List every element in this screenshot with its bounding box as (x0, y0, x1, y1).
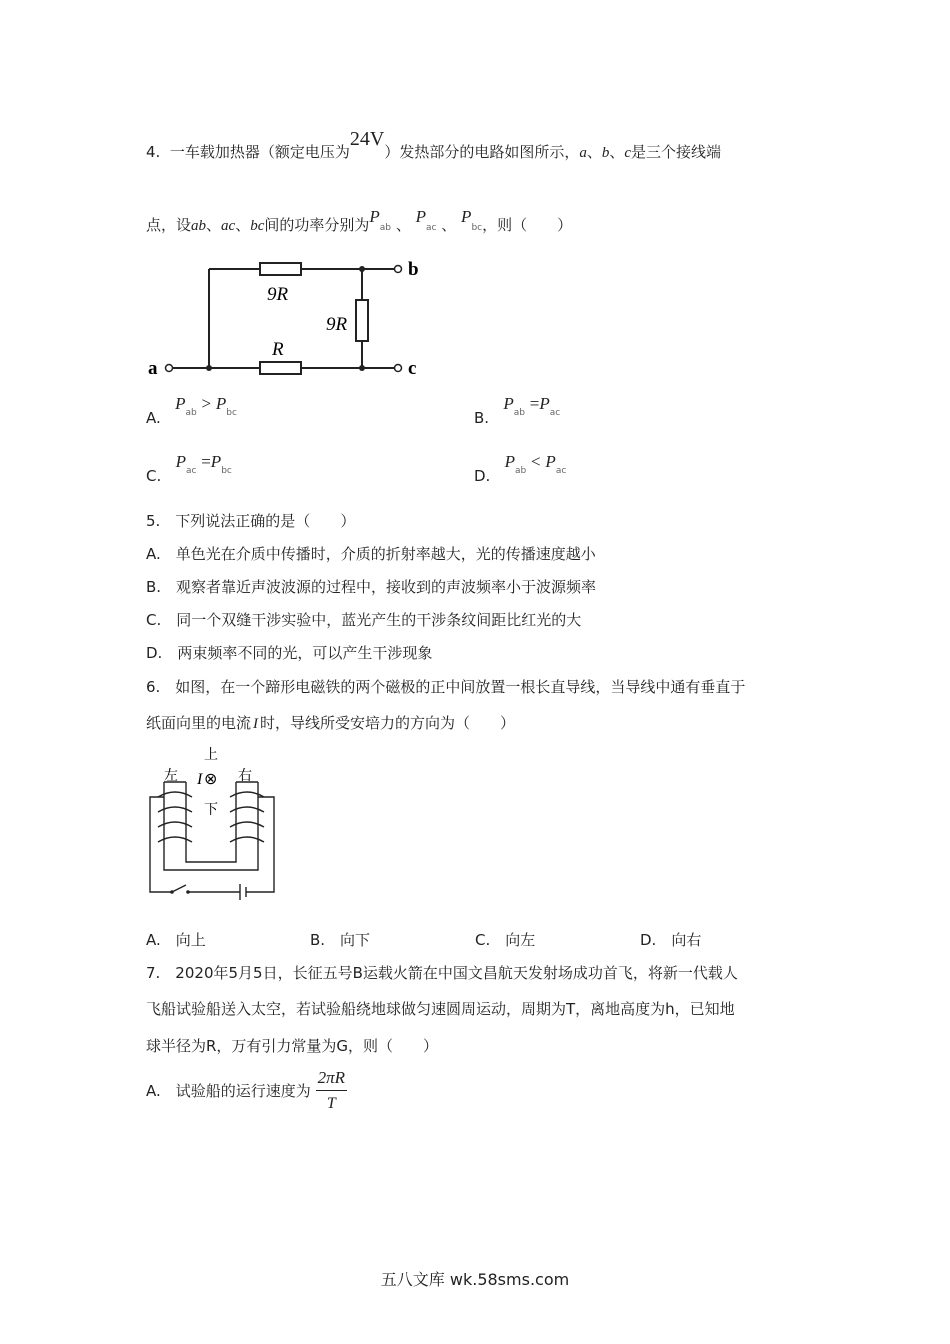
resistor-top (260, 263, 301, 275)
label-top-resistor: 9R (267, 284, 289, 305)
label-down: 下 (204, 802, 218, 818)
current-into-page-icon: ⊗ (204, 769, 218, 788)
label-current: I (197, 771, 203, 788)
q5-stem: 5. 下列说法正确的是（ ） (146, 512, 356, 530)
circuit-diagram (140, 252, 440, 382)
q5-option-b: B. 观察者靠近声波波源的过程中，接收到的声波频率小于波源频率 (146, 578, 597, 596)
terminal-a (166, 365, 173, 372)
label-up: 上 (204, 747, 218, 763)
label-b: b (408, 259, 419, 280)
q4-option-b: B. $P_{ab} =P_{ac}$ (474, 394, 561, 427)
q7-line3: 球半径为R，万有引力常量为G，则（ ） (146, 1037, 439, 1055)
fraction-velocity: $\frac{2\pi R}{T}$ (317, 1068, 345, 1112)
wire-left (150, 797, 172, 892)
label-c: c (408, 358, 417, 379)
q4-option-c: C. $P_{ac} =P_{bc}$ (146, 452, 232, 485)
q6-option-d: D. 向右 (640, 931, 702, 949)
magnet-core-inner (186, 790, 236, 862)
q7-line1: 7. 2020年5月5日，长征五号B运载火箭在中国文昌航天发射场成功首飞，将新一代载人 (146, 964, 738, 982)
q4-line2: 点，设ab、ac、bc间的功率分别为Pab 、 Pac 、 Pbc，则（ ） (146, 207, 573, 234)
voltage-value: 24V (349, 128, 385, 150)
q6-option-b: B. 向下 (310, 931, 371, 949)
wire-right (246, 797, 274, 892)
label-a: a (148, 358, 158, 379)
q4-option-a: A. $P_{ab} > P_{bc}$ (146, 394, 237, 427)
q5-option-a: A. 单色光在介质中传播时，介质的折射率越大，光的传播速度越小 (146, 545, 596, 563)
q6-option-c: C. 向左 (475, 931, 536, 949)
q6-line2: 纸面向里的电流 I 时，导线所受安培力的方向为（ ） (146, 714, 516, 732)
q7-line2: 飞船试验船送入太空，若试验船绕地球做匀速圆周运动，周期为T，离地高度为h，已知地 (146, 1000, 735, 1018)
q6-line1: 6. 如图，在一个蹄形电磁铁的两个磁极的正中间放置一根长直导线，当导线中通有垂直于 (146, 678, 746, 696)
label-bottom-resistor: R (272, 339, 284, 360)
right-coil (230, 792, 264, 842)
label-right-resistor: 9R (326, 314, 348, 335)
q7-option-a: A. 试验船的运行速度为 $\frac{2\pi R}{T}$ (146, 1068, 345, 1112)
label-left: 左 (164, 768, 178, 784)
label-right: 右 (238, 768, 252, 784)
magnet-core-outer (164, 782, 258, 870)
q5-option-c: C. 同一个双缝干涉实验中，蓝光产生的干涉条纹间距比红光的大 (146, 611, 582, 629)
switch (172, 885, 186, 892)
q4-option-d: D. $P_{ab} < P_{ac}$ (474, 452, 567, 485)
terminal-c (395, 365, 402, 372)
electromagnet-diagram (140, 742, 300, 917)
resistor-bottom (260, 362, 301, 374)
left-coil (158, 792, 192, 842)
resistor-right (356, 300, 368, 341)
q6-option-a: A. 向上 (146, 931, 206, 949)
footer-watermark: 五八文库 wk.58sms.com (380, 1270, 570, 1289)
q5-option-d: D. 两束频率不同的光，可以产生干涉现象 (146, 644, 433, 662)
terminal-b (395, 266, 402, 273)
q4-line1: 4. 一车载加热器（额定电压为24V）发热部分的电路如图所示，a、b、c是三个接线端 (146, 128, 722, 161)
